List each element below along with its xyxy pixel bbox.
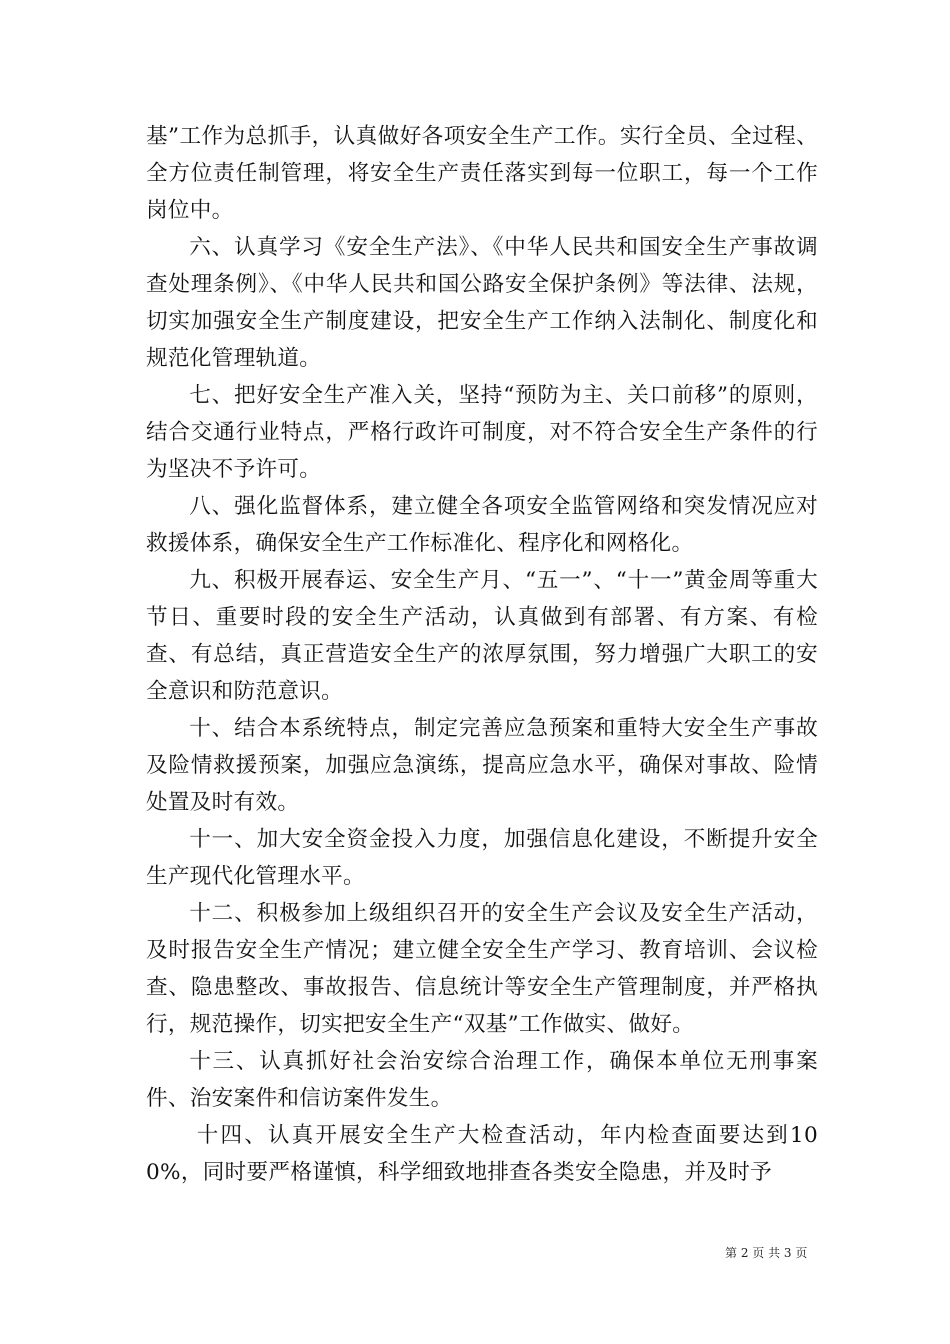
paragraph-item-8: 八、强化监督体系，建立健全各项安全监管网络和突发情况应对救援体系，确保安全生产工作标准化、程序化和网格化。 [146,494,818,556]
page-number-footer: 第 2 页 共 3 页 [725,1246,808,1260]
paragraph-continuation: 基”工作为总抓手，认真做好各项安全生产工作。实行全员、全过程、全方位责任制管理，将安全生产责任落实到每一位职工，每一个工作岗位中。 [146,124,818,223]
paragraph-item-13: 十三、认真抓好社会治安综合治理工作，确保本单位无刑事案件、治安案件和信访案件发生。 [146,1049,818,1111]
paragraph-item-6: 六、认真学习《安全生产法》、《中华人民共和国安全生产事故调查处理条例》、《中华人民共和国公路安全保护条例》等法律、法规，切实加强安全生产制度建设，把安全生产工作纳入法制化、制度化和规范化管理轨道。 [146,235,818,371]
document-body [146,118,818,1191]
paragraph-item-14: 十四、认真开展安全生产大检查活动，年内检查面要达到100%，同时要严格谨慎，科学细致地排查各类安全隐患，并及时予 [146,1123,818,1185]
paragraph-item-12: 十二、积极参加上级组织召开的安全生产会议及安全生产活动，及时报告安全生产情况；建立健全安全生产学习、教育培训、会议检查、隐患整改、事故报告、信息统计等安全生产管理制度，并严格执行，规范操作，切实把安全生产“双基”工作做实、做好。 [146,901,818,1037]
paragraph-item-10: 十、结合本系统特点，制定完善应急预案和重特大安全生产事故及险情救援预案，加强应急演练，提高应急水平，确保对事故、险情处置及时有效。 [146,716,818,815]
paragraph-item-11: 十一、加大安全资金投入力度，加强信息化建设，不断提升安全生产现代化管理水平。 [146,827,818,889]
paragraph-item-9: 九、积极开展春运、安全生产月、“五一”、“十一”黄金周等重大节日、重要时段的安全生产活动，认真做到有部署、有方案、有检查、有总结，真正营造安全生产的浓厚氛围，努力增强广大职工的安全意识和防范意识。 [146,568,818,704]
paragraph-item-7: 七、把好安全生产准入关，坚持“预防为主、关口前移”的原则，结合交通行业特点，严格行政许可制度，对不符合安全生产条件的行为坚决不予许可。 [146,383,818,482]
